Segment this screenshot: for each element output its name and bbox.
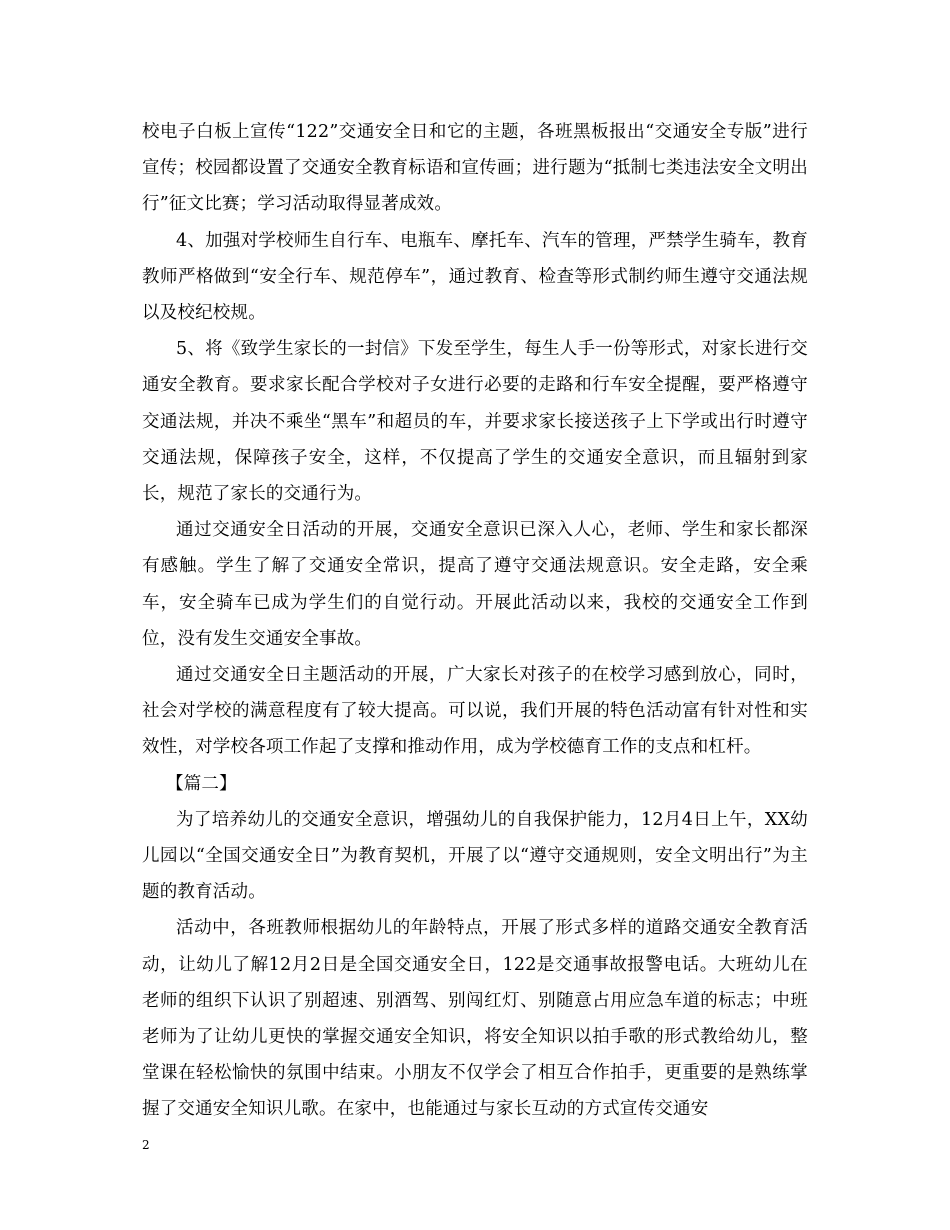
paragraph-6: 为了培养幼儿的交通安全意识，增强幼儿的自我保护能力，12月4日上午，XX幼儿园以“全国交通安全日”为教育契机，开展了以“遵守交通规则，安全文明出行”为主题的教育活动。: [142, 809, 808, 903]
paragraph-7: 活动中，各班教师根据幼儿的年龄特点，开展了形式多样的道路交通安全教育活动，让幼儿了解12月2日是全国交通安全日，122是交通事故报警电话。大班幼儿在老师的组织下认识了别超速、别酒驾、别闯红灯、别随意占用应急车道的标志；中班老师为了让幼儿更快的掌握交通安全知识，将安全知识以拍手歌的形式教给幼儿，整堂课在轻松愉快的氛围中结束。小朋友不仅学会了相互合作拍手，更重要的是熟练掌握了交通安全知识儿歌。在家中，也能通过与家长互动的方式宣传交通安: [142, 918, 808, 1120]
paragraph-1: 校电子白板上宣传“122”交通安全日和它的主题，各班黑板报出“交通安全专版”进行宣传；校园都设置了交通安全教育标语和宣传画；进行题为“抵制七类违法安全文明出行”征文比赛；学习活动取得显著成效。: [142, 122, 808, 215]
section-heading: 【篇二】: [166, 773, 237, 794]
page-number: 2: [142, 1138, 150, 1152]
paragraph-4: 通过交通安全日活动的开展，交通安全意识已深入人心，老师、学生和家长都深有感触。学生了解了交通安全常识，提高了遵守交通法规意识。安全走路，安全乘车，安全骑车已成为学生们的自觉行动。开展此活动以来，我校的交通安全工作到位，没有发生交通安全事故。: [142, 520, 808, 649]
paragraph-2: 4、加强对学校师生自行车、电瓶车、摩托车、汽车的管理，严禁学生骑车，教育教师严格做到“安全行车、规范停车”，通过教育、检查等形式制约师生遵守交通法规以及校纪校规。: [142, 230, 808, 324]
paragraph-3: 5、将《致学生家长的一封信》下发至学生，每生人手一份等形式，对家长进行交通安全教育。要求家长配合学校对子女进行必要的走路和行车安全提醒，要严格遵守交通法规，并决不乘坐“黑车”和超员的车，并要求家长接送孩子上下学或出行时遵守交通法规，保障孩子安全，这样，不仅提高了学生的交通安全意识，而且辐射到家长，规范了家长的交通行为。: [142, 339, 808, 505]
paragraph-5: 通过交通安全日主题活动的开展，广大家长对孩子的在校学习感到放心，同时，社会对学校的满意程度有了较大提高。可以说，我们开展的特色活动富有针对性和实效性，对学校各项工作起了支撑和推动作用，成为学校德育工作的支点和杠杆。: [142, 665, 808, 758]
document-body: [142, 114, 808, 1128]
